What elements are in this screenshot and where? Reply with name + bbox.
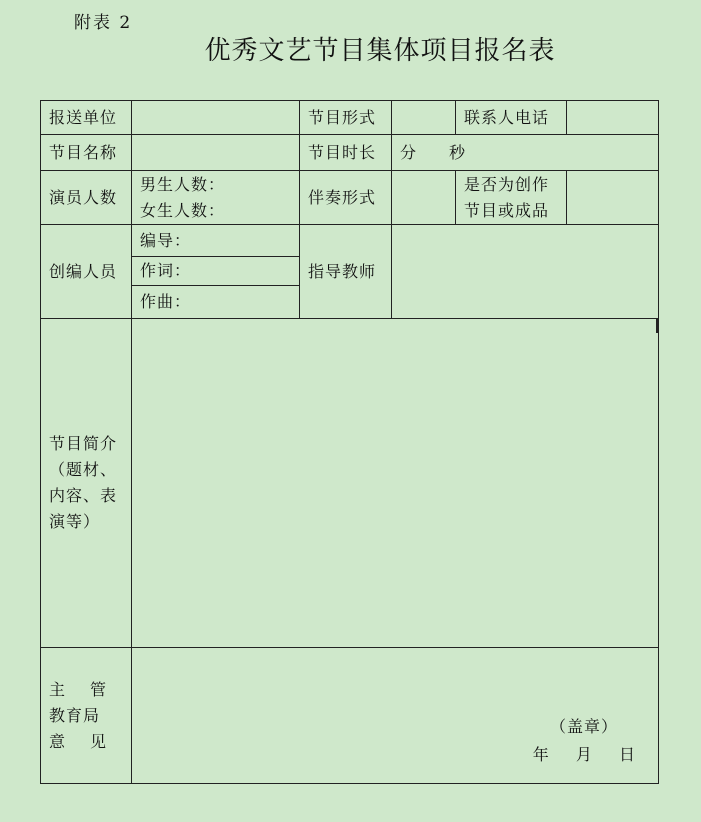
- intro-label: [41, 319, 132, 648]
- program-name-field[interactable]: [132, 135, 300, 171]
- opinion-label-line1: [49, 677, 131, 703]
- registration-form: [40, 100, 659, 784]
- teacher-label: 指导教师: [300, 225, 392, 319]
- creators-cell: [132, 225, 300, 319]
- original-work-label: [456, 171, 567, 225]
- date-line: [513, 742, 636, 768]
- contact-phone-label: 联系人电话: [456, 101, 567, 135]
- minutes-unit: 分: [400, 142, 418, 162]
- accompaniment-label: 伴奏形式: [300, 171, 392, 225]
- duration-field[interactable]: [392, 135, 659, 171]
- original-work-field[interactable]: [567, 171, 659, 225]
- opinion-label: [41, 648, 132, 784]
- original-work-label-line1: 是否为创作: [464, 174, 550, 194]
- program-name-label: 节目名称: [41, 135, 132, 171]
- table-edge-mark: [656, 319, 659, 333]
- program-type-label: 节目形式: [300, 101, 392, 135]
- creators-label: 创编人员: [41, 225, 132, 319]
- accompaniment-field[interactable]: [392, 171, 456, 225]
- year-label: 年: [532, 745, 550, 764]
- opinion-label-line2: 教育局: [49, 705, 101, 725]
- opinion-label-line3: [49, 729, 131, 755]
- page-title: 优秀文艺节目集体项目报名表: [204, 36, 556, 66]
- performers-field[interactable]: [132, 171, 300, 225]
- opinion-label-char-4: 见: [90, 731, 108, 751]
- intro-label-line1: 节目简介: [49, 434, 118, 453]
- intro-label-line4: 演等）: [49, 512, 101, 531]
- female-count-label: 女生人数：: [140, 200, 226, 220]
- lyricist-field[interactable]: 作词：: [132, 257, 299, 286]
- performers-label: 演员人数: [41, 171, 132, 225]
- contact-phone-field[interactable]: [567, 101, 659, 135]
- unit-label: 报送单位: [41, 101, 132, 135]
- composer-field[interactable]: 作曲：: [140, 291, 192, 311]
- duration-label: 节目时长: [300, 135, 392, 171]
- day-label: 日: [618, 745, 636, 764]
- creators-subtable: [132, 226, 299, 318]
- male-count-label: 男生人数：: [140, 174, 226, 194]
- month-label: 月: [575, 745, 593, 764]
- opinion-label-char-2: 管: [90, 679, 108, 699]
- opinion-field[interactable]: [132, 648, 659, 784]
- appendix-label: 附表 2: [74, 13, 133, 33]
- program-type-field[interactable]: [392, 101, 456, 135]
- choreographer-field[interactable]: 编导：: [132, 226, 299, 257]
- stamp-label: （盖章）: [549, 717, 618, 736]
- intro-label-line2: （题材、: [49, 460, 118, 479]
- seconds-unit: 秒: [449, 142, 467, 162]
- intro-label-line3: 内容、表: [49, 486, 118, 505]
- teacher-field[interactable]: [392, 225, 659, 319]
- opinion-label-char-1: 主: [49, 679, 67, 699]
- intro-field[interactable]: [132, 319, 659, 648]
- original-work-label-line2: 节目或成品: [464, 200, 550, 220]
- opinion-label-char-3: 意: [49, 731, 67, 751]
- unit-field[interactable]: [132, 101, 300, 135]
